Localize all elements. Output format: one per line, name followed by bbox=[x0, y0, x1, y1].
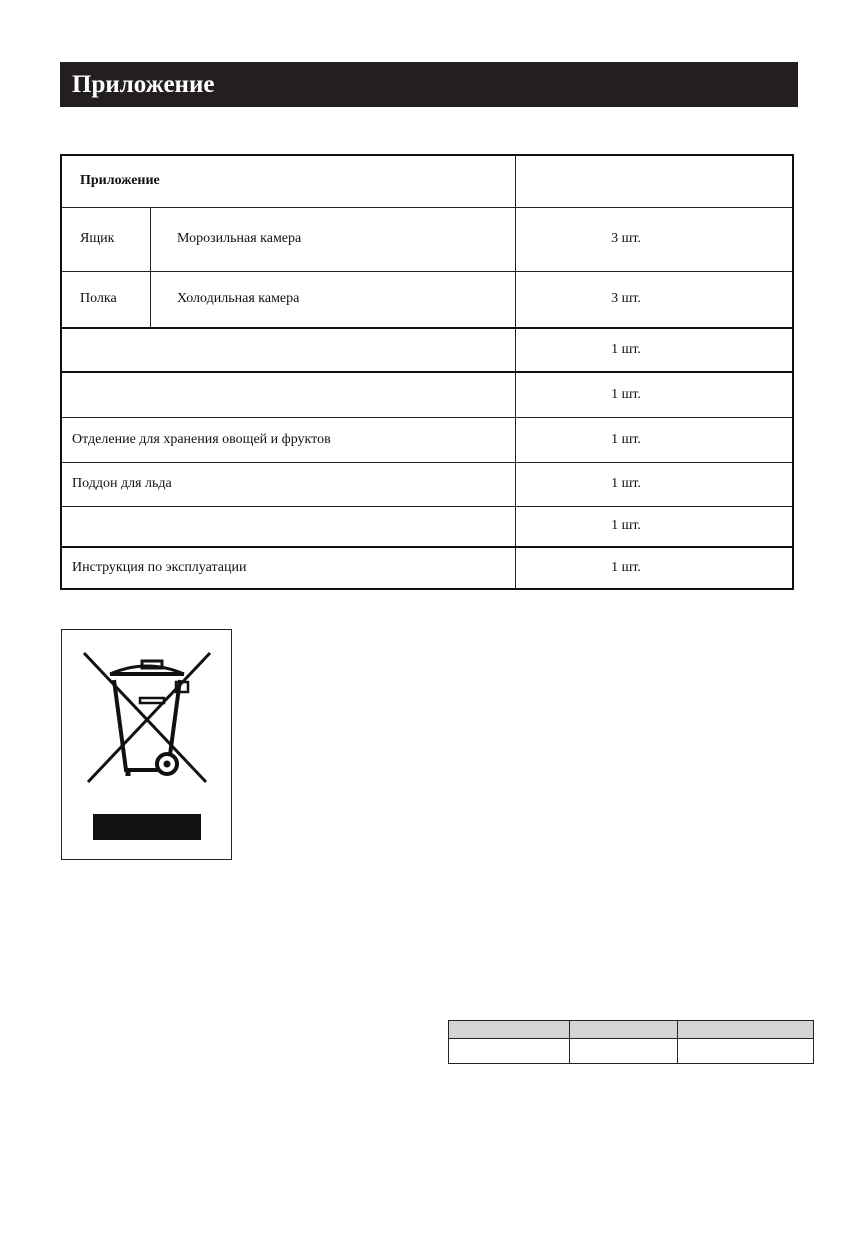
small-table-cell bbox=[570, 1039, 678, 1064]
small-table bbox=[448, 1020, 814, 1064]
row-qty: 1 шт. bbox=[516, 328, 794, 372]
small-table-cell bbox=[678, 1039, 814, 1064]
table-header-row bbox=[61, 155, 793, 207]
table-header-label: Приложение bbox=[61, 155, 516, 207]
row-qty: 3 шт. bbox=[516, 207, 794, 271]
small-table-header-cell bbox=[449, 1021, 570, 1039]
small-table-header-cell bbox=[678, 1021, 814, 1039]
row-sublabel: Холодильная камера bbox=[151, 271, 516, 328]
row-label: Полка bbox=[61, 271, 151, 328]
accessories-table bbox=[60, 154, 794, 590]
table-row bbox=[61, 372, 793, 417]
row-label: Поддон для льда bbox=[61, 462, 516, 506]
row-label: Отделение для хранения овощей и фруктов bbox=[61, 417, 516, 462]
row-qty: 1 шт. bbox=[516, 506, 794, 547]
table-row bbox=[61, 207, 793, 271]
table-row bbox=[61, 506, 793, 547]
row-sublabel: Морозильная камера bbox=[151, 207, 516, 271]
table-row bbox=[61, 328, 793, 372]
table-row bbox=[61, 547, 793, 589]
row-qty: 1 шт. bbox=[516, 547, 794, 589]
row-qty: 1 шт. bbox=[516, 372, 794, 417]
row-qty: 1 шт. bbox=[516, 462, 794, 506]
table-row bbox=[61, 417, 793, 462]
row-label bbox=[61, 328, 516, 372]
page-title-bar bbox=[60, 62, 798, 107]
row-label bbox=[61, 372, 516, 417]
row-qty: 3 шт. bbox=[516, 271, 794, 328]
weee-symbol-box bbox=[61, 629, 232, 860]
page-title: Приложение bbox=[72, 70, 215, 98]
row-label: Инструкция по эксплуатации bbox=[61, 547, 516, 589]
small-table-cell bbox=[449, 1039, 570, 1064]
table-row bbox=[61, 462, 793, 506]
small-table-header-row bbox=[449, 1021, 814, 1039]
row-qty: 1 шт. bbox=[516, 417, 794, 462]
crossed-out-wheelie-bin-icon bbox=[62, 630, 233, 861]
table-header-qty bbox=[516, 155, 794, 207]
small-table-header-cell bbox=[570, 1021, 678, 1039]
table-row bbox=[61, 271, 793, 328]
row-label bbox=[61, 506, 516, 547]
small-table-row bbox=[449, 1039, 814, 1064]
row-label: Ящик bbox=[61, 207, 151, 271]
